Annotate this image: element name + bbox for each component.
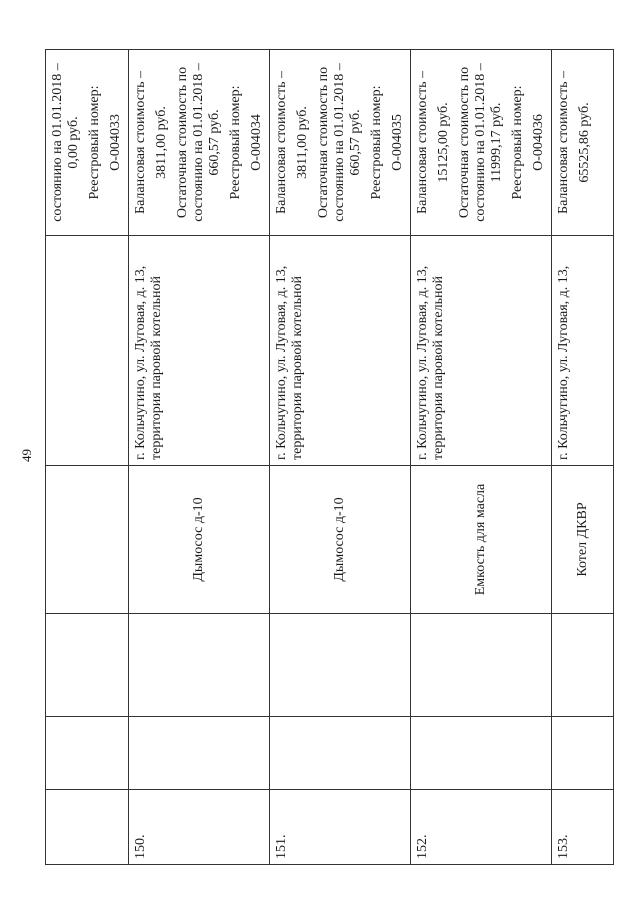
cell-empty	[270, 614, 411, 717]
balance-label: Балансовая стоимость –	[556, 71, 571, 214]
rotated-table-container	[45, 50, 592, 865]
cell-cost	[411, 50, 552, 236]
cell-address: г. Кольчугино, ул. Луговая, д. 13, территория паровой котельной	[411, 236, 552, 466]
residual-value: Остаточная стоимость по состоянию на 01.01.2018 – 11999,17 руб.	[457, 63, 504, 222]
cell-empty	[129, 717, 270, 790]
table-row	[46, 50, 129, 865]
cost-continuation: состоянию на 01.01.2018 – 0,00 руб.	[50, 63, 81, 222]
balance-label: Балансовая стоимость –	[274, 71, 289, 214]
cell-address: г. Кольчугино, ул. Луговая, д. 13,	[552, 236, 614, 466]
cell-empty	[129, 614, 270, 717]
registry-number: О-004036	[531, 114, 546, 171]
table-row	[552, 50, 614, 865]
balance-label: Балансовая стоимость –	[133, 71, 148, 214]
cell-address: г. Кольчугино, ул. Луговая, д. 13, территория паровой котельной	[270, 236, 411, 466]
balance-value: 3811,00 руб.	[154, 106, 169, 179]
residual-value: Остаточная стоимость по состоянию на 01.01.2018 – 660,57 руб.	[316, 63, 363, 222]
cell-address: г. Кольчугино, ул. Луговая, д. 13, территория паровой котельной	[129, 236, 270, 466]
table-row	[129, 50, 270, 865]
registry-label: Реестровый номер:	[87, 85, 102, 200]
property-register-table	[45, 49, 614, 865]
cell-cost	[129, 50, 270, 236]
registry-number: О-004034	[249, 114, 264, 171]
cell-empty	[46, 614, 129, 717]
cell-cost	[46, 50, 129, 236]
registry-number: О-004033	[108, 114, 123, 171]
cell-name: Дымосос д-10	[129, 466, 270, 614]
cell-name: Котел ДКВР	[552, 466, 614, 614]
table-row	[411, 50, 552, 865]
cell-empty	[270, 717, 411, 790]
cell-empty	[552, 614, 614, 717]
registry-label: Реестровый номер:	[510, 85, 525, 200]
cell-number: 153.	[552, 790, 614, 865]
cell-name: Емкость для масла	[411, 466, 552, 614]
registry-number: О-004035	[390, 114, 405, 171]
cell-name	[46, 466, 129, 614]
cell-cost	[552, 50, 614, 236]
balance-label: Балансовая стоимость –	[415, 71, 430, 214]
cell-number	[46, 790, 129, 865]
cell-empty	[46, 717, 129, 790]
table-row	[270, 50, 411, 865]
balance-value: 65525,86 руб.	[577, 102, 592, 183]
cell-number: 152.	[411, 790, 552, 865]
cell-cost	[270, 50, 411, 236]
residual-value: Остаточная стоимость по состоянию на 01.01.2018 – 660,57 руб.	[175, 63, 222, 222]
cell-number: 151.	[270, 790, 411, 865]
balance-value: 15125,00 руб.	[436, 102, 451, 183]
cell-number: 150.	[129, 790, 270, 865]
page-number: 49	[19, 449, 34, 462]
cell-empty	[552, 717, 614, 790]
cell-name: Дымосос д-10	[270, 466, 411, 614]
registry-label: Реестровый номер:	[369, 85, 384, 200]
balance-value: 3811,00 руб.	[295, 106, 310, 179]
registry-label: Реестровый номер:	[228, 85, 243, 200]
cell-empty	[411, 717, 552, 790]
cell-address	[46, 236, 129, 466]
cell-empty	[411, 614, 552, 717]
